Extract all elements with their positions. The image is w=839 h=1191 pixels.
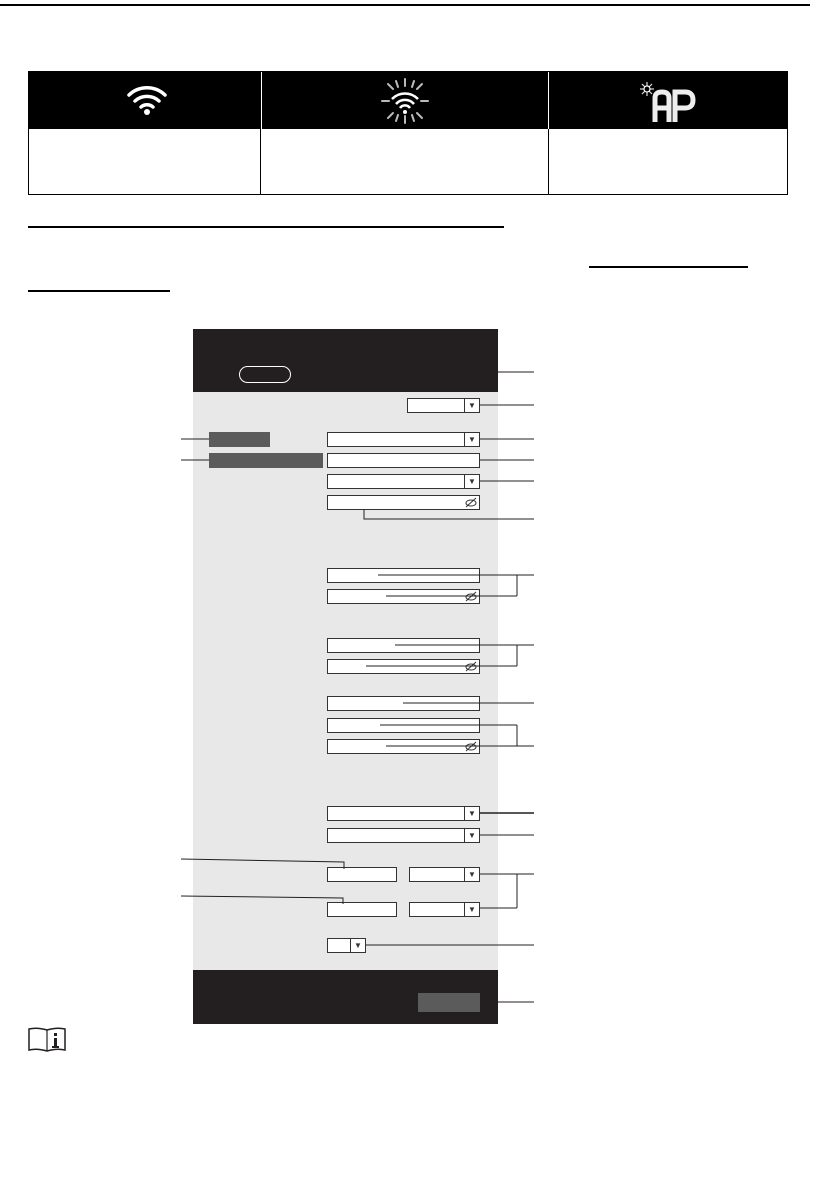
info-book-icon — [27, 1026, 67, 1052]
